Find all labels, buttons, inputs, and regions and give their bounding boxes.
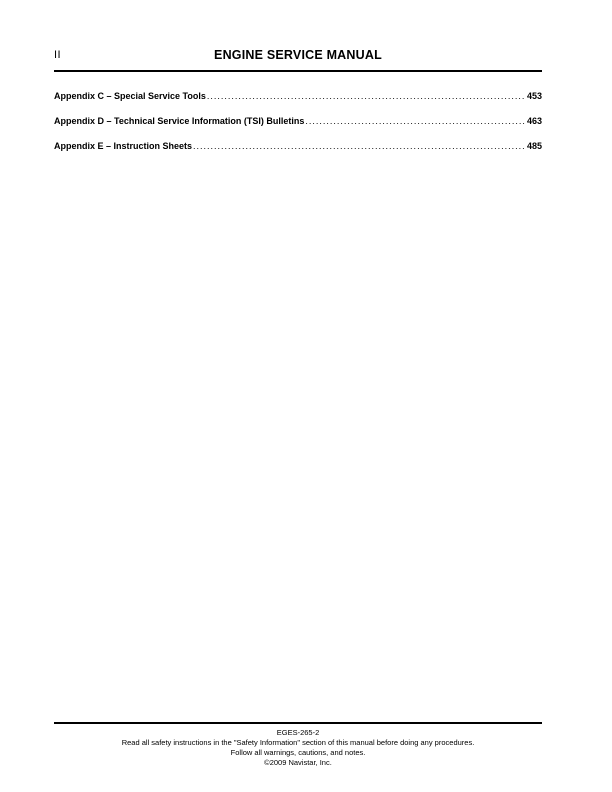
toc-dot-leader [193,141,526,151]
manual-title: ENGINE SERVICE MANUAL [214,48,382,62]
toc-entry-appendix-c[interactable] [54,91,542,106]
toc-entry-page: 453 [526,91,542,101]
page-footer [54,728,542,768]
document-code: EGES-265-2 [276,728,320,737]
warnings-notice: Follow all warnings, cautions, and notes. [230,748,366,757]
toc-entry-title: Appendix D – Technical Service Information (TSI) Bulletins [54,116,305,126]
footer-divider [54,722,542,724]
toc-dot-leader [207,91,526,101]
toc-entry-page: 485 [526,141,542,151]
toc-entry-title: Appendix E – Instruction Sheets [54,141,193,151]
toc-entry-title: Appendix C – Special Service Tools [54,91,206,101]
table-of-contents [54,91,542,166]
toc-entry-page: 463 [526,116,542,126]
page-number: II [54,49,62,61]
header-divider [54,70,542,72]
toc-entry-appendix-e[interactable] [54,141,542,156]
toc-entry-appendix-d[interactable] [54,116,542,131]
safety-notice: Read all safety instructions in the "Safety Information" section of this manual before doing any procedures. [121,738,475,747]
toc-dot-leader [305,116,526,126]
page-header [54,48,542,66]
copyright-notice: ©2009 Navistar, Inc. [264,758,332,767]
